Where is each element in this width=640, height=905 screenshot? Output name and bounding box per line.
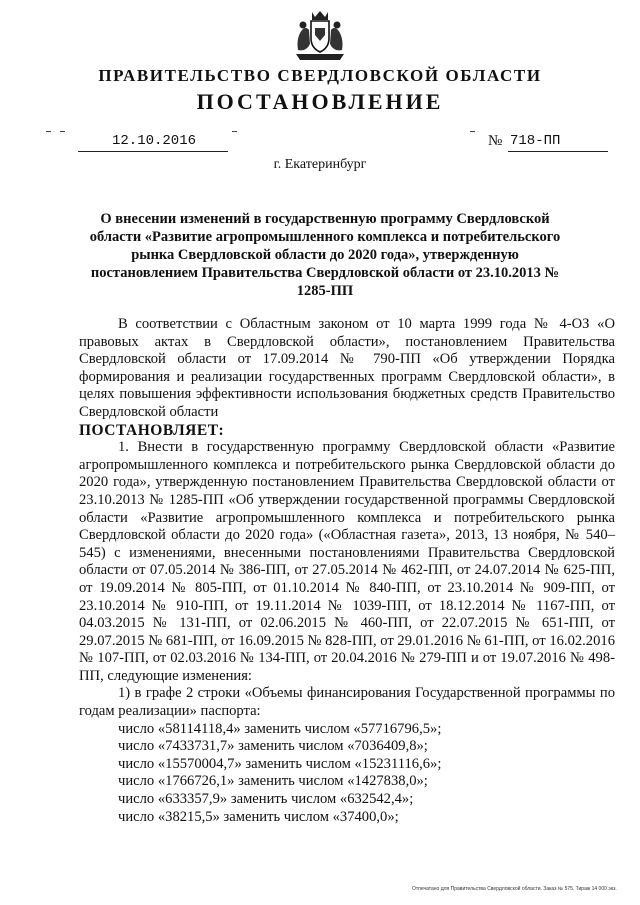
city: г. Екатеринбург: [273, 157, 367, 172]
document-title: О внесении изменений в государственную программу Свердловской области «Развитие агропромышленного комплекса и потребительского рынка Свердловской области до 2020 года», утвержденную постановлением Правительства Свердловской области от 23.10.2013 № 1285-ПП: [89, 211, 561, 299]
margin-mark: [470, 131, 475, 132]
replacement-line: число «58114118,4» заменить числом «57716796,5»;: [118, 720, 442, 737]
document-date: 12.10.2016: [112, 133, 197, 149]
number-underline: [508, 151, 608, 152]
print-footer: Отпечатано для Правительства Свердловской области. Заказ № 575. Тираж 14 000 экз.: [412, 886, 617, 892]
document-kind: ПОСТАНОВЛЕНИЕ: [196, 89, 444, 114]
government-name: ПРАВИТЕЛЬСТВО СВЕРДЛОВСКОЙ ОБЛАСТИ: [98, 66, 542, 85]
preamble-paragraph: В соответствии с Областным законом от 10 марта 1999 года № 4-ОЗ «О правовых актах в Свердловской области», постановлением Правительства Свердловской области от 17.09.2014 № 790-ПП «Об утверждении Порядка формирования и реализации государственных программ Свердловской области», в целях повышения эффективности использования бюджетных средств Правительство Свердловской области: [79, 316, 615, 420]
document-number: 718-ПП: [510, 133, 561, 149]
subitem-1-paragraph: 1) в графе 2 строки «Объемы финансирования Государственной программы по годам реализации» паспорта:: [79, 685, 615, 720]
replacement-line: число «38215,5» заменить числом «37400,0»;: [118, 808, 399, 825]
date-underline: [78, 151, 228, 152]
margin-mark: [232, 131, 237, 132]
decree-word: ПОСТАНОВЛЯЕТ:: [79, 421, 225, 439]
replacement-line: число «633357,9» заменить числом «632542,4»;: [118, 791, 414, 808]
replacement-line: число «7433731,7» заменить числом «7036409,8»;: [118, 738, 428, 755]
number-label: №: [488, 133, 503, 149]
replacement-line: число «1766726,1» заменить числом «1427838,0»;: [118, 773, 428, 790]
margin-mark: [46, 131, 51, 132]
item-1-paragraph: 1. Внести в государственную программу Свердловской области «Развитие агропромышленного комплекса и потребительского рынка Свердловской области до 2020 года», утвержденную постановлением Правительства Свердловской области от 23.10.2013 № 1285-ПП «Об утверждении государственной программы Свердловской области «Развитие агропромышленного комплекса и потребительского рынка Свердловской области до 2020 года» («Областная газета», 2013, 13 ноября, № 540–545) с изменениями, внесенными постановлениями Правительства Свердловской области от 07.05.2014 № 386-ПП, от 27.05.2014 № 462-ПП, от 24.07.2014 № 625-ПП, от 19.09.2014 № 805-ПП, от 01.10.2014 № 840-ПП, от 23.10.2014 № 909-ПП, от 23.10.2014 № 910-ПП, от 19.11.2014 № 1039-ПП, от 18.12.2014 № 1167-ПП, от 04.03.2015 № 131-ПП, от 02.06.2015 № 460-ПП, от 22.07.2015 № 651-ПП, от 29.07.2015 № 681-ПП, от 16.09.2015 № 828-ПП, от 29.01.2016 № 61-ПП, от 16.02.2016 № 107-ПП, от 02.03.2016 № 134-ПП, от 20.04.2016 № 279-ПП и от 19.07.2016 № 498-ПП, следующие изменения:: [79, 439, 615, 684]
document-body: [79, 316, 615, 826]
sverdlovsk-coat-of-arms-icon: [290, 8, 350, 64]
margin-mark: [60, 131, 65, 132]
replacement-line: число «15570004,7» заменить числом «15231116,6»;: [118, 755, 442, 772]
